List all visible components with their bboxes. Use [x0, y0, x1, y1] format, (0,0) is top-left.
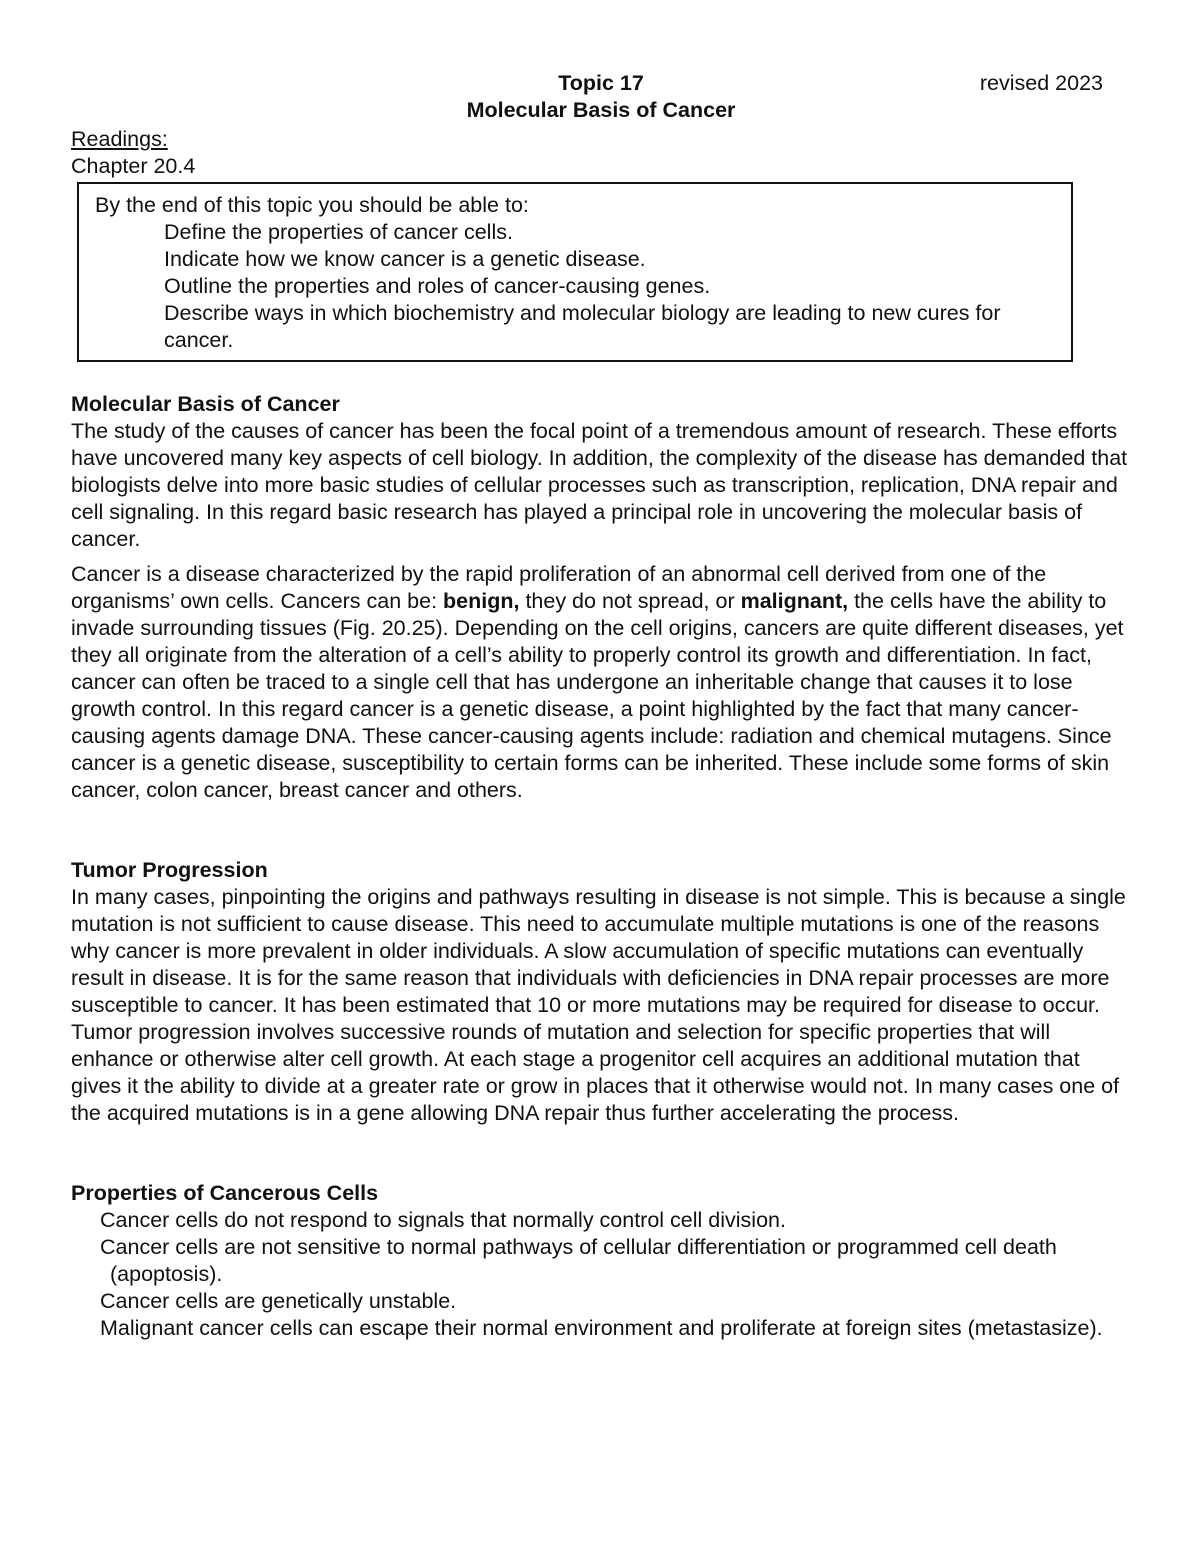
revision-note: revised 2023	[979, 71, 1103, 95]
objective-item: Define the properties of cancer cells.	[164, 220, 513, 244]
section-properties-cancerous-cells	[71, 1180, 1131, 1342]
learning-objectives-box	[77, 182, 1073, 362]
document-page	[71, 70, 1131, 1342]
readings-chapter: Chapter 20.4	[71, 154, 196, 178]
section-molecular-basis	[71, 391, 1131, 804]
paragraph-text: they do not spread, or	[519, 589, 741, 613]
section-tumor-progression	[71, 857, 1131, 1127]
paragraph: In many cases, pinpointing the origins and pathways resulting in disease is not simple. This is because a single mutation is not sufficient to cause disease. This need to accumulate multiple mutations is one of the reasons why cancer is more prevalent in older individuals. A slow accumulation of specific mutations can eventually result in disease. It is for the same reason that individuals with deficiencies in DNA repair processes are more susceptible to cancer. It has been estimated that 10 or more mutations may be required for disease to occur.	[71, 885, 1126, 1017]
document-title: Molecular Basis of Cancer	[466, 98, 736, 122]
readings-label: Readings:	[71, 127, 168, 151]
paragraph: Tumor progression involves successive rounds of mutation and selection for specific properties that will enhance or otherwise alter cell growth. At each stage a progenitor cell acquires an additional mutation that gives it the ability to divide at a greater rate or grow in places that it otherwise would not. In many cases one of the acquired mutations is in a gene allowing DNA repair thus further accelerating the process.	[71, 1020, 1120, 1125]
paragraph: The study of the causes of cancer has been the focal point of a tremendous amount of research. These efforts have uncovered many key aspects of cell biology. In addition, the complexity of the disease has demanded that biologists delve into more basic studies of cellular processes such as transcription, replication, DNA repair and cell signaling. In this regard basic research has played a principal role in uncovering the molecular basis of cancer.	[71, 419, 1128, 551]
section-heading: Tumor Progression	[71, 858, 268, 882]
property-item: Cancer cells are genetically unstable.	[100, 1289, 457, 1313]
document-header	[71, 70, 1131, 126]
term-benign: benign,	[443, 589, 520, 613]
property-item: Cancer cells are not sensitive to normal pathways of cellular differentiation or programmed cell death (apoptosis).	[100, 1235, 1057, 1286]
objectives-list	[95, 219, 1053, 354]
paragraph-text: the cells have the ability to invade surrounding tissues (Fig. 20.25). Depending on the cell origins, cancers are quite different diseases, yet they all originate from the alteration of a cell’s ability to properly control its growth and differentiation. In fact, cancer can often be traced to a single cell that has undergone an inheritable change that causes it to lose growth control. In this regard cancer is a genetic disease, a point highlighted by the fact that many cancer-causing agents damage DNA. These cancer-causing agents include: radiation and chemical mutagens. Since cancer is a genetic disease, susceptibility to certain forms can be inherited. These include some forms of skin cancer, colon cancer, breast cancer and others.	[71, 589, 1124, 802]
readings	[71, 126, 1131, 180]
objective-item: Outline the properties and roles of cancer-causing genes.	[164, 274, 711, 298]
paragraph	[71, 561, 1131, 804]
topic-number: Topic 17	[558, 71, 644, 95]
property-item: Cancer cells do not respond to signals that normally control cell division.	[100, 1208, 786, 1232]
objectives-intro: By the end of this topic you should be able to:	[95, 193, 529, 217]
property-item: Malignant cancer cells can escape their normal environment and proliferate at foreign sites (metastasize).	[100, 1316, 1103, 1340]
properties-list	[71, 1207, 1131, 1342]
term-malignant: malignant,	[740, 589, 849, 613]
objective-item: Indicate how we know cancer is a genetic disease.	[164, 247, 646, 271]
section-heading: Molecular Basis of Cancer	[71, 392, 340, 416]
objective-item: Describe ways in which biochemistry and molecular biology are leading to new cures for cancer.	[164, 301, 1001, 352]
section-heading: Properties of Cancerous Cells	[71, 1181, 379, 1205]
paragraph-text: Cancer is a disease characterized by the rapid proliferation of an abnormal cell derived from one of the organisms’ own cells. Cancers can be:	[71, 562, 1047, 613]
